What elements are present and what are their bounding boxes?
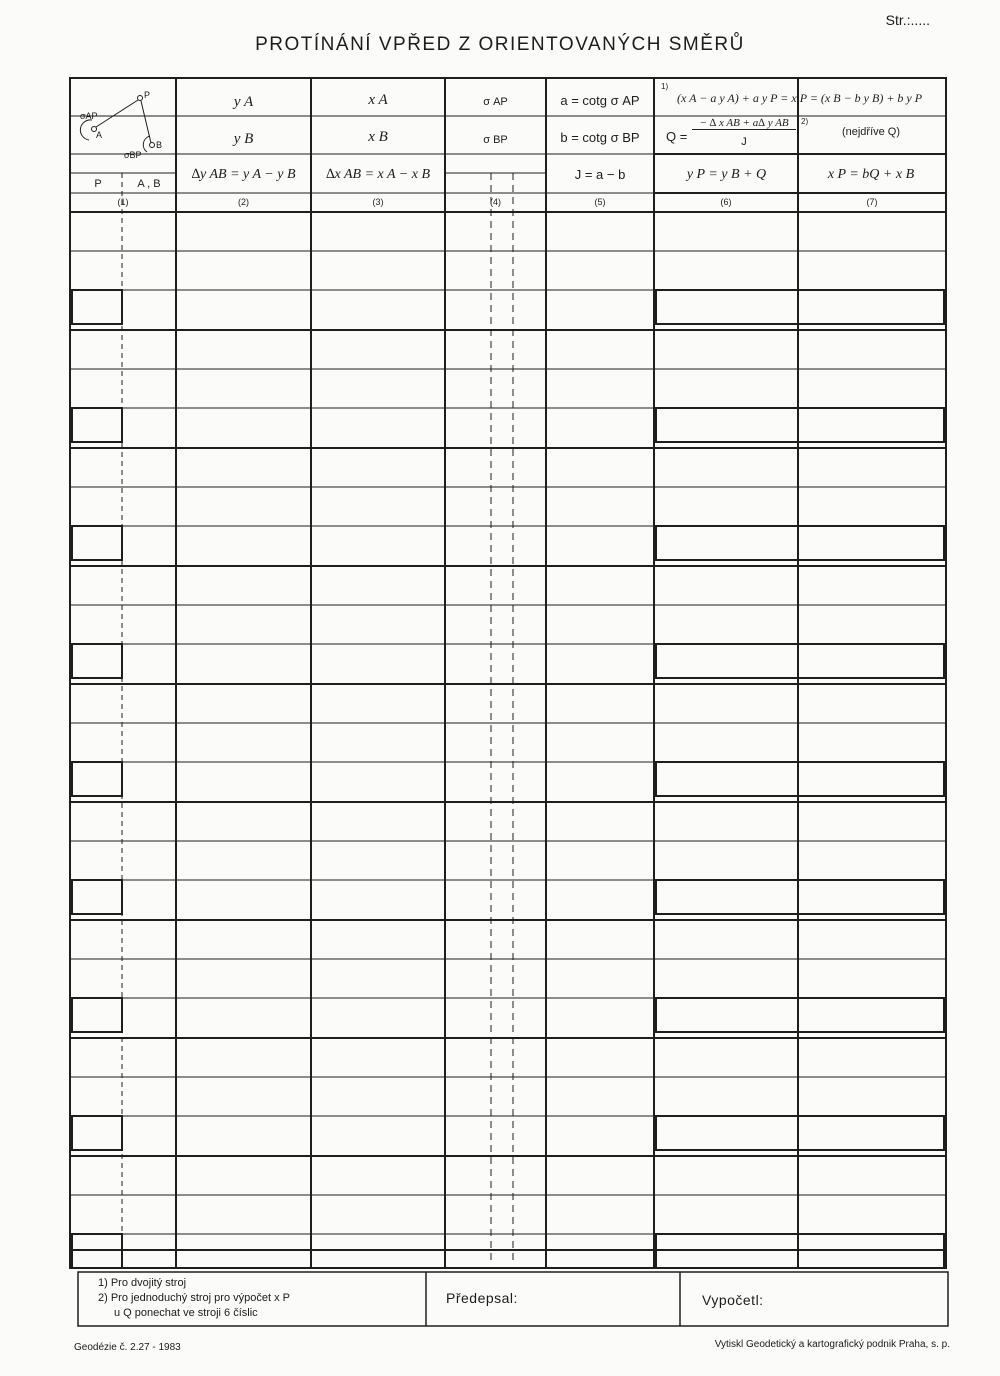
diagram-label-a: A (96, 130, 103, 140)
result-box (656, 880, 944, 914)
diagram-point-p (138, 96, 143, 101)
column-number-6: (6) (720, 197, 732, 207)
footnote-marker-2: 2) (801, 117, 809, 126)
column-number-3: (3) (372, 197, 384, 207)
column-number-4: (4) (490, 197, 501, 207)
header-xB: x B (368, 129, 388, 145)
column-number-5: (5) (594, 197, 606, 207)
result-box (656, 762, 944, 796)
diagram-label-sigma-bp: σBP (124, 150, 142, 160)
header-b-formula: b = cotg σ BP (560, 130, 640, 145)
vypocetl-label: Vypočetl: (702, 1292, 764, 1308)
point-id-box (72, 408, 122, 442)
predepsal-label: Předepsal: (446, 1290, 518, 1306)
header-dx-ab: ∆x AB = x A − x B (325, 167, 431, 182)
column-number-7: (7) (866, 197, 878, 207)
result-box (656, 1116, 944, 1150)
diagram-arc-ap (80, 120, 92, 140)
page-title: PROTÍNÁNÍ VPŘED Z ORIENTOVANÝCH SMĚRŮ (255, 34, 745, 55)
diagram-line-ap (96, 100, 138, 127)
column-number-2: (2) (238, 197, 249, 207)
header-yP-formula: y P = y B + Q (686, 167, 767, 182)
header-col1-p: P (94, 178, 102, 190)
table-frame (70, 78, 946, 1268)
header-q-denominator: J (741, 136, 747, 148)
footnote-marker-1: 1) (661, 82, 669, 91)
point-id-box (72, 644, 122, 678)
header-yB: y B (233, 131, 254, 147)
header-q-numerator: − ∆ x AB + a∆ y AB (692, 117, 796, 130)
diagram-line-bp (141, 101, 151, 143)
footnote-3: u Q ponechat ve stroji 6 číslic (114, 1307, 258, 1319)
header-sigma-bp: σ BP (483, 134, 508, 146)
footnote-2: 2) Pro jednoduchý stroj pro výpočet x P (98, 1292, 290, 1304)
header-j-formula: J = a − b (574, 167, 626, 182)
header-col1-ab: A , B (137, 178, 161, 190)
header-nejdrive: (nejdříve Q) (841, 126, 901, 138)
result-box (656, 408, 944, 442)
header-dy-ab: ∆y AB = y A − y B (191, 167, 296, 182)
point-id-box (72, 880, 122, 914)
footnotes (98, 1276, 290, 1321)
result-box (656, 644, 944, 678)
point-id-box (72, 762, 122, 796)
header-q-lhs: Q = (666, 129, 688, 144)
header-xP-formula: x P = bQ + x B (827, 167, 915, 182)
column-number-1: (1) (117, 197, 129, 207)
printer-credit: Vytiskl Geodetický a kartografický podnik Praha, s. p. (714, 1339, 950, 1350)
diagram-point-b (150, 143, 155, 148)
header-yA: y A (233, 94, 254, 110)
header-formula-top: (x A − a y A) + a y P = x P = (x B − b y B) + b y P (677, 91, 923, 105)
form-code: Geodézie č. 2.27 - 1983 (74, 1342, 181, 1353)
result-box (656, 526, 944, 560)
diagram-label-sigma-ap: σAP (80, 111, 98, 121)
diagram-label-b: B (156, 140, 163, 150)
point-id-box (72, 1116, 122, 1150)
result-box (656, 998, 944, 1032)
result-box (656, 290, 944, 324)
header-a-formula: a = cotg σ AP (560, 93, 640, 108)
page-number-label: Str.:..... (885, 12, 930, 28)
point-id-box (72, 526, 122, 560)
point-id-box (72, 998, 122, 1032)
diagram-arc-bp (143, 136, 150, 152)
point-id-box (72, 290, 122, 324)
header-xA: x A (368, 92, 388, 108)
footnote-1: 1) Pro dvojitý stroj (98, 1277, 187, 1289)
header-sigma-ap: σ AP (483, 96, 508, 108)
diagram-label-p: P (144, 90, 151, 100)
